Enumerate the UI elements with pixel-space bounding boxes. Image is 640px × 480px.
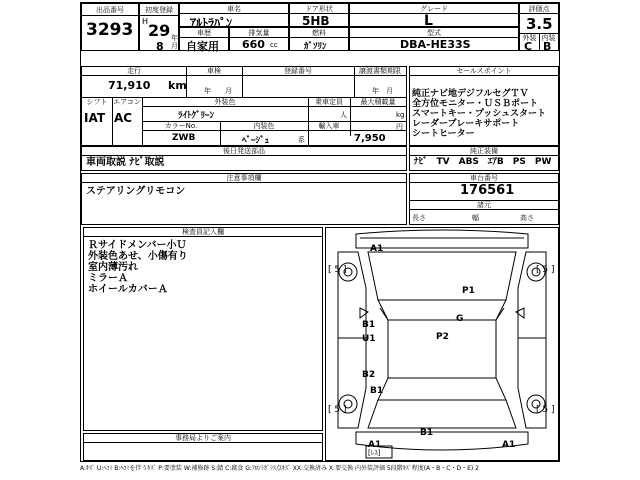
cc-label: 排気量 (248, 29, 270, 37)
damage-b2: B2 (362, 370, 376, 380)
inspector-line-1: Ｒサイドメンバー小Ｕ (88, 240, 187, 251)
sales-point-2: 全方位モニター・ＵＳＢポート (412, 99, 539, 109)
inspector-label: 検査員記入欄 (182, 228, 224, 236)
year-unit: 年 (171, 34, 178, 42)
notes-label: 注意事項欄 (226, 174, 262, 182)
lot-label: 出品番号 (96, 6, 124, 14)
notes-text: ステアリングリモコン (86, 186, 186, 197)
equipment-box (409, 146, 559, 171)
int-label: 内装 (541, 34, 556, 42)
capacity-label: 乗車定員 (315, 98, 343, 106)
dims-label: 諸元 (477, 201, 491, 209)
inspector-line-3: 室内薄汚れ (88, 262, 138, 273)
car-name-label: 車名 (227, 5, 241, 13)
damage-p1: P1 (462, 286, 475, 296)
load-label: 最大積載量 (360, 98, 396, 106)
exterior-color: ﾗｲﾄｸﾞﾘｰﾝ (178, 111, 215, 121)
reg-label: 初度登録 (145, 6, 173, 14)
length-label: 長さ (412, 214, 426, 222)
lot-box (81, 3, 139, 51)
registration-box (139, 3, 179, 51)
tire-left-rear: [ 5 ] (328, 405, 347, 415)
int-grade: B (543, 40, 552, 53)
sales-point-5: シートヒーター (412, 129, 475, 139)
sales-point-4: レーダーブレーキサポート (412, 119, 520, 129)
displacement-box (229, 27, 289, 51)
color-number: ZWB (172, 133, 196, 143)
car-name: ｱﾙﾄﾗﾊﾟﾝ (190, 16, 233, 30)
car-diagram (325, 227, 559, 461)
sales-points-box (409, 66, 559, 146)
fuel-label: 燃料 (312, 29, 326, 37)
displacement: 660 (242, 38, 265, 51)
score: 3.5 (526, 15, 553, 33)
score-box (519, 3, 559, 51)
price: 7,950 (354, 133, 386, 144)
office-label: 事務局よりご案内 (175, 434, 231, 442)
damage-b1-side: B1 (362, 320, 376, 330)
price-unit: 円 (396, 123, 403, 131)
accessories-label: 後日発送部品 (223, 147, 265, 155)
mileage-unit: km (168, 79, 187, 92)
accessories-text: 車両取説 ﾅﾋﾞ取説 (86, 157, 165, 168)
inspector-line-5: ホイールカバーＡ (88, 284, 168, 295)
sales-point-3: スマートキー・プッシュスタート (412, 109, 547, 119)
usage-box (179, 27, 229, 51)
damage-u1: U1 (362, 334, 376, 344)
int-color-label: 内装色 (253, 122, 275, 130)
chassis-label: 車台番号 (470, 174, 498, 182)
inspection-date: 年 月 (204, 87, 232, 95)
door-box (289, 3, 349, 27)
vehicle-grid (81, 66, 407, 146)
keep-label: 譲渡書類期限 (359, 67, 401, 75)
height-label: 高さ (520, 214, 534, 222)
reg-year: 29 (148, 21, 171, 40)
grade-label: グレード (420, 5, 448, 13)
damage-a1-front: A1 (370, 244, 384, 254)
ac-label: エアコン (113, 98, 141, 106)
era: H (142, 17, 149, 26)
sales-point-1: 純正ナビ地デジフルセグＴＶ (412, 89, 529, 99)
shift: IAT (84, 111, 106, 125)
notes-box (81, 173, 407, 225)
model-code: DBA-HE33S (400, 38, 471, 51)
mileage: 71,910 (108, 79, 151, 92)
damage-legend: A:ｷｽﾞ U:ﾍｺﾐ B:ﾍｺﾐを伴うｷｽﾞ P:要塗装 W:補修跡 S:錆 C:腐食 G:ﾌﾛﾝﾄｶﾞﾗｽ点ｷｽﾞ XX:交換済み X:要交換 内外装評価 5段階ｷｽﾞ程度(A・B・C・D・E) 2 (80, 465, 479, 472)
month-unit: 月 (171, 42, 178, 50)
damage-b1-rear-side: B1 (370, 386, 384, 396)
damage-a1-rear-right: A1 (502, 440, 516, 450)
mileage-label: 走行 (127, 67, 141, 75)
score-label: 評価点 (528, 5, 550, 13)
grade: L (424, 13, 433, 29)
inspector-line-2: 外装色あせ、小傷有り (88, 251, 188, 262)
color-no-label: カラーNo. (164, 122, 198, 130)
ext-label: 外装 (522, 34, 537, 42)
spare-tire-label: [ﾚｽ] (368, 449, 381, 457)
sales-points-label: セールスポイント (456, 67, 512, 75)
damage-b1-rear: B1 (420, 428, 434, 438)
accessories-box (81, 146, 407, 171)
shift-label: シフト (86, 98, 108, 106)
tire-right-rear: [ 5 ] (536, 405, 555, 415)
fuel: ｶﾞｿﾘﾝ (304, 42, 327, 52)
load-unit: kg (396, 111, 405, 119)
ac: AC (114, 111, 133, 125)
reg-month: 8 (156, 40, 164, 53)
damage-a1-rear-left: A1 (368, 440, 382, 450)
cc-unit: cc (270, 41, 278, 49)
chassis-box (409, 173, 559, 225)
width-label: 幅 (472, 214, 479, 222)
ext-grade: C (524, 40, 533, 53)
inspection-label: 車検 (207, 67, 221, 75)
chassis-number: 176561 (460, 183, 515, 198)
door-label: ドア形状 (305, 5, 333, 13)
car-name-box (179, 3, 289, 30)
interior-color: ﾍﾞｰｼﾞｭ (242, 136, 270, 146)
model-box (349, 27, 519, 51)
usage-label: 車歴 (197, 29, 211, 37)
equipment-text: ﾅﾋﾞ TV ABS ｴｱB PS PW (414, 157, 552, 167)
damage-p2: P2 (436, 332, 449, 342)
usage: 自家用 (186, 40, 219, 53)
equipment-label: 純正装備 (470, 147, 498, 155)
damage-g: G (456, 314, 464, 324)
office-box (83, 433, 323, 461)
tire-left-front: [ 5 ] (328, 265, 347, 275)
tire-right-front: [ 5 ] (536, 265, 555, 275)
car-outline-drawing (326, 228, 558, 460)
capacity-unit: 人 (340, 111, 347, 119)
door-shape: 5HB (302, 14, 330, 28)
inspector-line-4: ミラーＡ (88, 273, 128, 284)
model-label: 型式 (427, 29, 441, 37)
lot-number: 3293 (86, 20, 134, 40)
keep-date: 年 月 (372, 87, 393, 95)
color-label: 外装色 (214, 98, 236, 106)
import-label: 輸入車 (318, 122, 340, 130)
int-color-unit: 系 (298, 136, 305, 144)
grade-box (349, 3, 519, 27)
inspector-box (83, 227, 323, 431)
auction-sheet (80, 2, 560, 462)
fuel-box (289, 27, 349, 51)
reg-no-label: 登録番号 (284, 67, 312, 75)
